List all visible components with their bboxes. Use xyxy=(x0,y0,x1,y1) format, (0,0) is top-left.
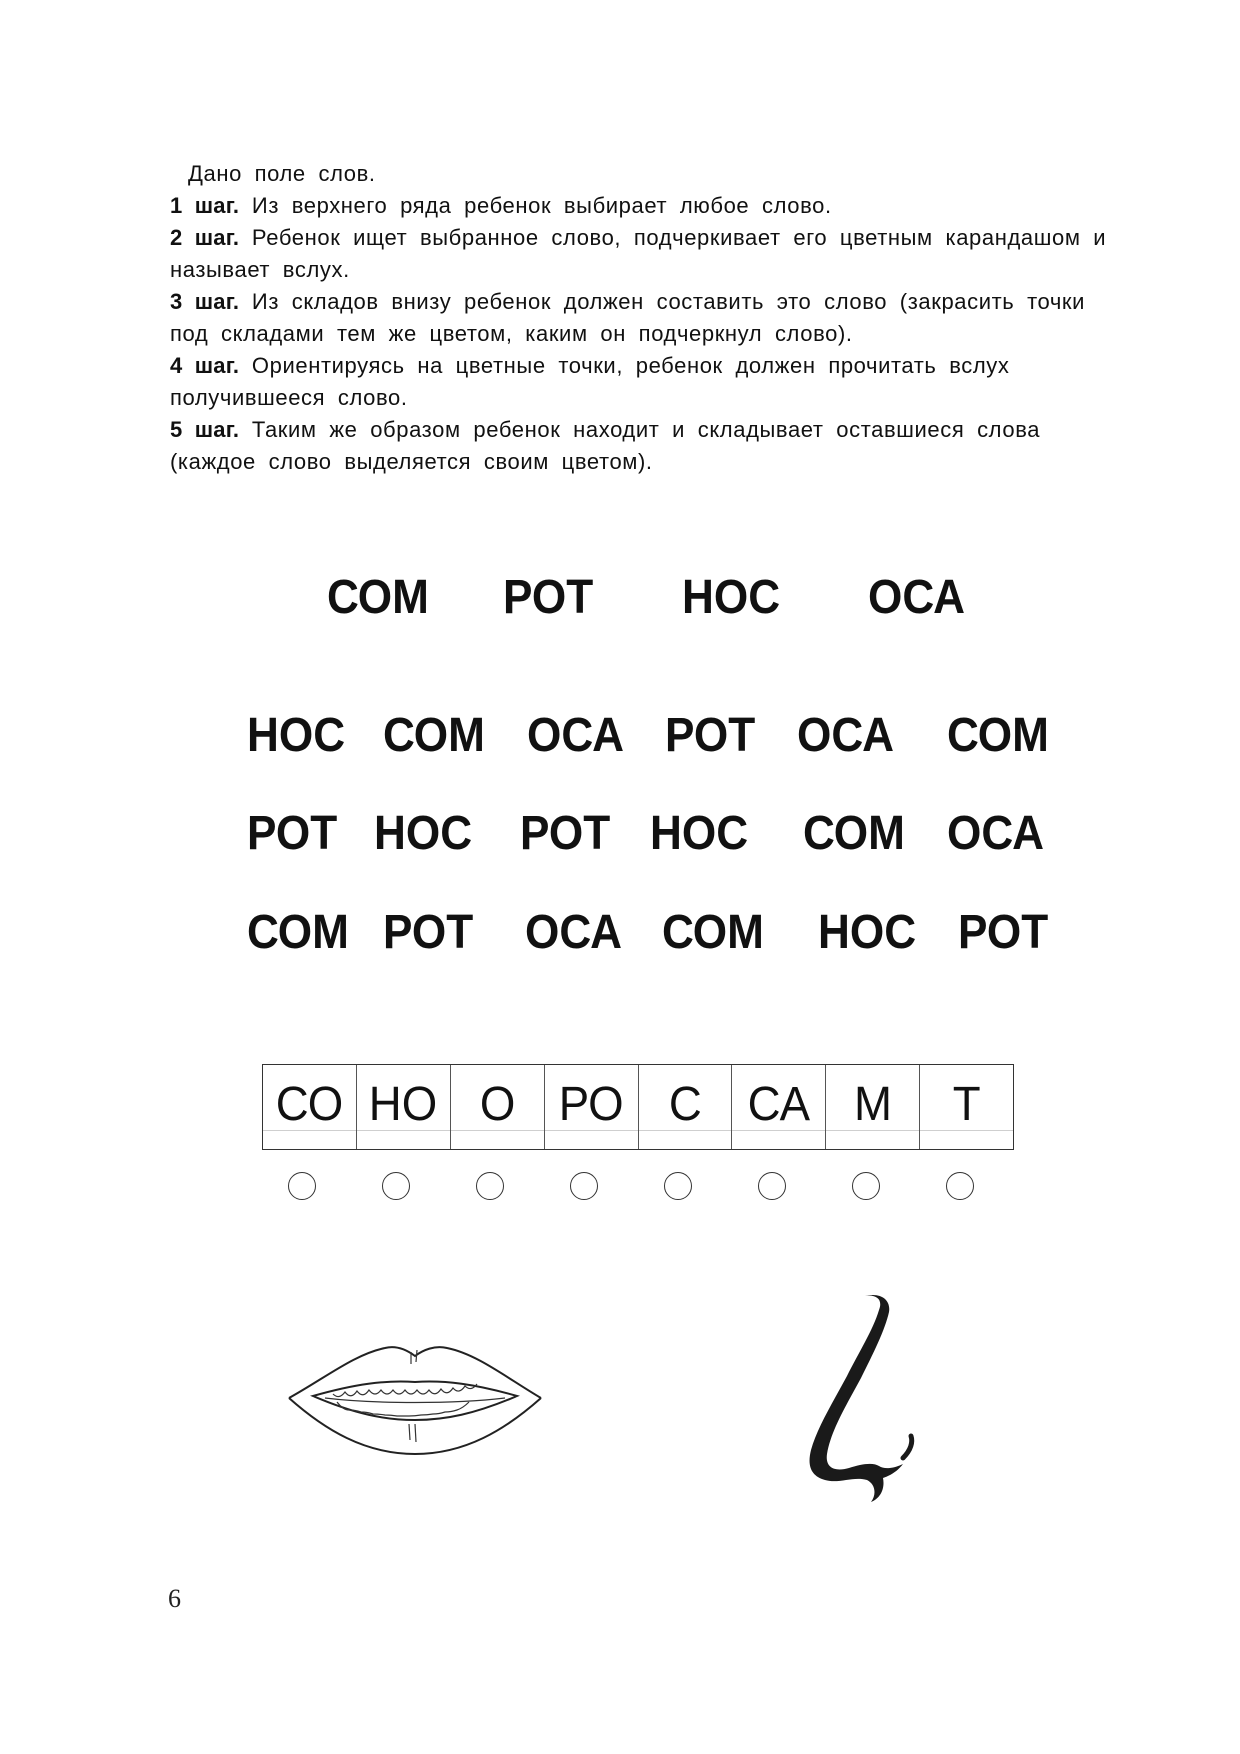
field-word: СОМ xyxy=(803,807,905,860)
field-word: ОСА xyxy=(797,709,895,762)
field-word: ОСА xyxy=(527,709,625,762)
step-1-label: 1 шаг. xyxy=(170,193,240,218)
field-word: НОС xyxy=(374,807,473,860)
step-1 xyxy=(170,190,1130,222)
syllable-cell xyxy=(826,1065,920,1149)
field-word: НОС xyxy=(650,807,749,860)
step-3 xyxy=(170,286,1130,350)
syllable-label: М xyxy=(853,1077,892,1131)
field-word: РОТ xyxy=(247,807,338,860)
syllable-cell xyxy=(357,1065,451,1149)
field-word: НОС xyxy=(247,709,346,762)
field-word: СОМ xyxy=(383,709,485,762)
syllable-cell xyxy=(451,1065,545,1149)
syllable-table xyxy=(262,1064,1014,1150)
color-dot[interactable] xyxy=(664,1172,692,1200)
field-word: СОМ xyxy=(247,906,349,959)
field-word: ОСА xyxy=(525,906,623,959)
field-word: СОМ xyxy=(947,709,1049,762)
syllable-label: С xyxy=(668,1077,702,1131)
field-word: РОТ xyxy=(958,906,1049,959)
color-dot[interactable] xyxy=(946,1172,974,1200)
step-2 xyxy=(170,222,1130,286)
syllable-label: Т xyxy=(952,1077,981,1131)
color-dot[interactable] xyxy=(758,1172,786,1200)
step-3-text: Из складов внизу ребенок должен составить это слово (закрасить точки под складами тем же цветом, каким он подчеркнул слово). xyxy=(170,289,1086,346)
syllable-label: НО xyxy=(369,1077,438,1131)
syllable-cell xyxy=(545,1065,639,1149)
nose-illustration xyxy=(785,1290,925,1510)
field-word: РОТ xyxy=(520,807,611,860)
syllable-label: СА xyxy=(747,1077,810,1131)
instructions xyxy=(170,158,1130,478)
step-5 xyxy=(170,414,1130,478)
step-2-text: Ребенок ищет выбранное слово, подчеркивает его цветным карандашом и называет вслух. xyxy=(170,225,1107,282)
step-5-text: Таким же образом ребенок находит и складывает оставшиеся слова (каждое слово выделяется своим цветом). xyxy=(170,417,1041,474)
color-dot[interactable] xyxy=(476,1172,504,1200)
step-2-label: 2 шаг. xyxy=(170,225,240,250)
step-3-label: 3 шаг. xyxy=(170,289,240,314)
target-word: НОС xyxy=(682,571,781,624)
syllable-label: СО xyxy=(275,1077,344,1131)
syllable-cell xyxy=(639,1065,733,1149)
syllable-label: О xyxy=(479,1077,515,1131)
field-word: СОМ xyxy=(662,906,764,959)
field-word: ОСА xyxy=(947,807,1045,860)
step-4-label: 4 шаг. xyxy=(170,353,240,378)
syllable-cell xyxy=(732,1065,826,1149)
syllable-cell xyxy=(263,1065,357,1149)
syllable-label: РО xyxy=(558,1077,624,1131)
step-4 xyxy=(170,350,1130,414)
target-word: РОТ xyxy=(503,571,594,624)
field-word: РОТ xyxy=(383,906,474,959)
color-dot[interactable] xyxy=(852,1172,880,1200)
color-dot[interactable] xyxy=(288,1172,316,1200)
step-1-text: Из верхнего ряда ребенок выбирает любое слово. xyxy=(251,193,832,218)
target-word: СОМ xyxy=(327,571,429,624)
step-5-label: 5 шаг. xyxy=(170,417,240,442)
page-number: 6 xyxy=(168,1584,181,1613)
color-dot[interactable] xyxy=(382,1172,410,1200)
intro-text: Дано поле слов. xyxy=(188,161,376,186)
step-4-text: Ориентируясь на цветные точки, ребенок должен прочитать вслух получившееся слово. xyxy=(170,353,1010,410)
field-word: НОС xyxy=(818,906,917,959)
lips-illustration xyxy=(285,1330,545,1460)
color-dot[interactable] xyxy=(570,1172,598,1200)
field-word: РОТ xyxy=(665,709,756,762)
target-word: ОСА xyxy=(868,571,966,624)
syllable-cell xyxy=(920,1065,1013,1149)
